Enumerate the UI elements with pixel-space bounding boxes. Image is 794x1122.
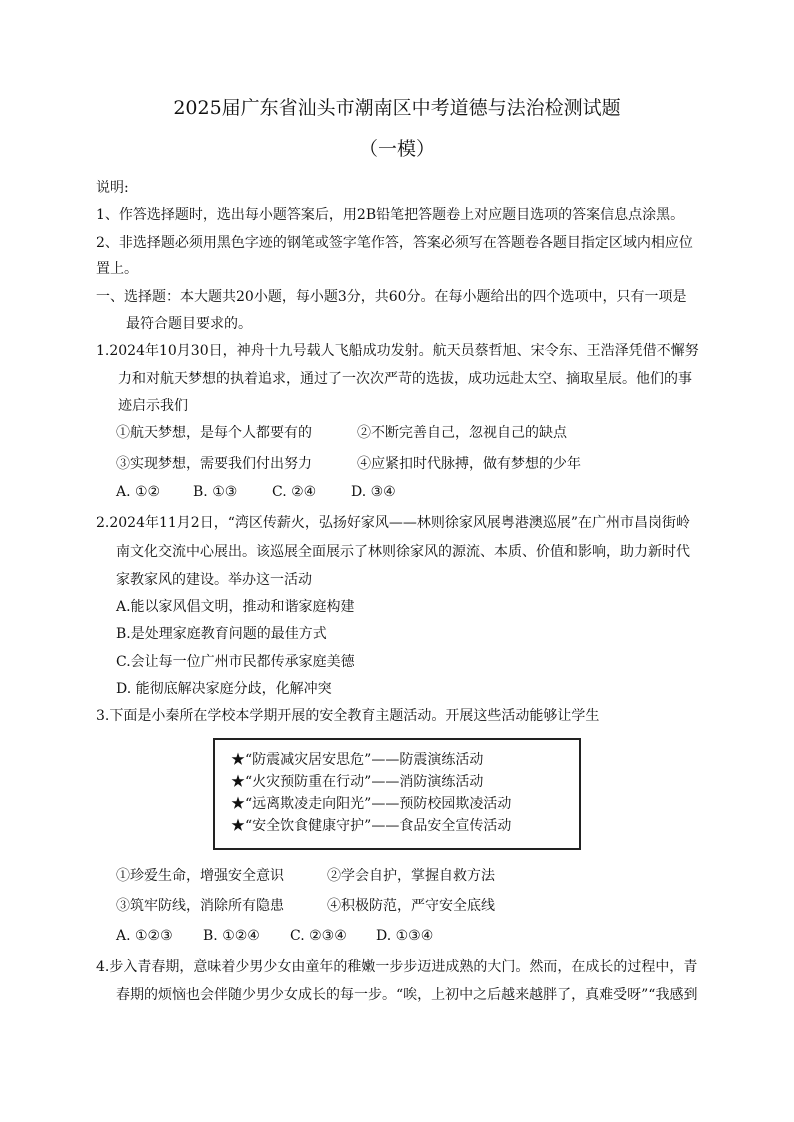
question-4-stem-line-2: 春期的烦恼也会伴随少男少女成长的每一步。“唉，上初中之后越来越胖了，真难受呀”“我感到 (116, 987, 698, 1003)
question-1-statement-1: ①航天梦想，是每个人都要有的 (116, 425, 312, 441)
section-1-heading-cont: 最符合题目要求的。 (126, 316, 252, 332)
activity-item: ★“远离欺凌走向阳光”——预防校园欺凌活动 (231, 796, 512, 812)
question-1-choice-b: B. ①③ (193, 484, 238, 500)
instructions-heading: 说明: (96, 180, 129, 196)
question-3-statement-4: ④积极防范，严守安全底线 (327, 898, 495, 914)
question-4-stem-line-1: 4.步入青春期，意味着少男少女由童年的稚嫩一步步迈进成熟的大门。然而，在成长的过程中，青 (96, 959, 698, 975)
activity-item: ★“防震减灾居安思危”——防震演练活动 (231, 752, 484, 768)
question-2-choice-c: C.会让每一位广州市民都传承家庭美德 (116, 654, 355, 670)
question-1-statement-2: ②不断完善自己，忽视自己的缺点 (357, 425, 567, 441)
question-1-statement-3: ③实现梦想，需要我们付出努力 (116, 456, 312, 472)
question-3-choice-c: C. ②③④ (290, 928, 347, 944)
question-1-choice-a: A. ①② (116, 484, 161, 500)
question-3-choice-a: A. ①②③ (116, 928, 173, 944)
question-1-statement-4: ④应紧扣时代脉搏，做有梦想的少年 (357, 456, 581, 472)
question-2-stem-line-1: 2.2024年11月2日，“湾区传薪火，弘扬好家风——林则徐家风展粤港澳巡展”在广州市昌岗街岭 (96, 515, 691, 531)
question-2-choice-b: B.是处理家庭教育问题的最佳方式 (116, 626, 327, 642)
page-subtitle: （一模） (358, 138, 435, 160)
activity-list-box (213, 738, 581, 850)
question-3-choice-b: B. ①②④ (203, 928, 260, 944)
question-3-statement-3: ③筑牢防线，消除所有隐患 (116, 898, 284, 914)
question-1-choice-d: D. ③④ (351, 484, 396, 500)
page-title: 2025届广东省汕头市潮南区中考道德与法治检测试题 (173, 97, 621, 119)
section-1-heading: 一、选择题：本大题共20小题，每小题3分，共60分。在每小题给出的四个选项中，只有一项是 (96, 289, 687, 305)
question-2-choice-a: A.能以家风倡文明，推动和谐家庭构建 (116, 599, 355, 615)
question-1-stem-line-3: 迹启示我们 (118, 398, 188, 414)
question-3-statement-2: ②学会自护，掌握自救方法 (327, 868, 495, 884)
question-2-stem-line-3: 家教家风的建设。举办这一活动 (116, 572, 312, 588)
question-3-statement-1: ①珍爱生命，增强安全意识 (116, 868, 284, 884)
question-2-choice-d: D. 能彻底解决家庭分歧，化解冲突 (116, 681, 332, 697)
activity-item: ★“火灾预防重在行动”——消防演练活动 (231, 774, 484, 790)
instruction-item-2-line-2: 置上。 (96, 261, 138, 277)
question-1-stem-line-1: 1.2024年10月30日，神舟十九号载人飞船成功发射。航天员蔡哲旭、宋令东、王浩泽凭借不懈努 (96, 343, 699, 359)
question-3-choice-d: D. ①③④ (376, 928, 434, 944)
question-3-stem: 3.下面是小秦所在学校本学期开展的安全教育主题活动。开展这些活动能够让学生 (96, 708, 600, 724)
question-2-stem-line-2: 南文化交流中心展出。该巡展全面展示了林则徐家风的源流、本质、价值和影响，助力新时代 (116, 544, 690, 560)
instruction-item-2-line-1: 2、非选择题必须用黑色字迹的钢笔或签字笔作答，答案必须写在答题卷各题目指定区域内相应位 (96, 235, 693, 251)
question-1-choice-c: C. ②④ (272, 484, 317, 500)
activity-item: ★“安全饮食健康守护”——食品安全宣传活动 (231, 818, 512, 834)
instruction-item-1: 1、作答选择题时，选出每小题答案后，用2B铅笔把答题卷上对应题目选项的答案信息点涂黑。 (96, 207, 685, 223)
question-1-stem-line-2: 力和对航天梦想的执着追求，通过了一次次严苛的选拔，成功远赴太空、摘取星辰。他们的事 (118, 371, 692, 387)
